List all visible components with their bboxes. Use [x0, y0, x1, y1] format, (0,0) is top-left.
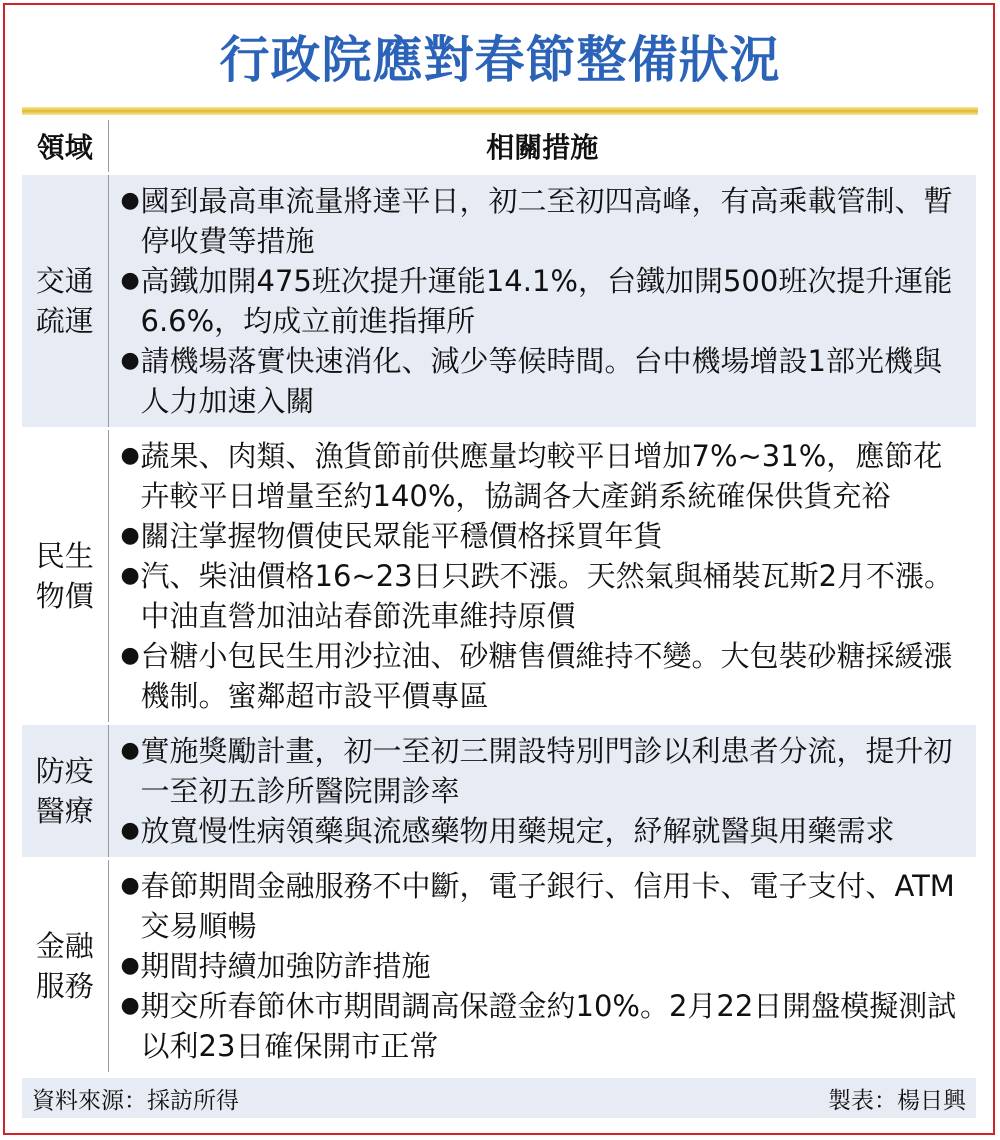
footer-bar: [22, 1078, 976, 1118]
category-text: 金融 服務: [35, 929, 94, 1003]
table-row-finance: [22, 859, 976, 1073]
item-text: 高鐵加開475班次提升運能14.1%，台鐵加開500班次提升運能6.6%，均成立前進指揮所: [140, 264, 953, 338]
header-measures: 相關措施: [108, 120, 976, 174]
list-item: [119, 636, 971, 716]
table-header-row: [22, 120, 976, 174]
table-row-transport: [22, 174, 976, 429]
list-item: [119, 341, 971, 421]
bullet-icon: ●: [120, 738, 140, 763]
table-row-prices: [22, 429, 976, 724]
bullet-icon: ●: [120, 443, 140, 468]
item-text: 蔬果、肉類、漁貨節前供應量均較平日增加7%~31%，應節花卉較平日增量至約140%，協調各大產銷系統確保供貨充裕: [140, 439, 943, 513]
bullet-icon: ●: [120, 563, 140, 588]
item-text: 台糖小包民生用沙拉油、砂糖售價維持不變。大包裝砂糖採緩漲機制。蜜鄰超市設平價專區: [140, 639, 953, 713]
item-text: 國到最高車流量將達平日，初二至初四高峰，有高乘載管制、暫停收費等措施: [140, 184, 953, 258]
source-note: 資料來源：採訪所得: [32, 1087, 239, 1114]
item-text: 期交所春節休市期間調高保證金約10%。2月22日開盤模擬測試以利23日確保開市正常: [140, 989, 957, 1063]
bullet-icon: ●: [120, 268, 140, 293]
list-item: [119, 986, 971, 1066]
item-text: 請機場落實快速消化、減少等候時間。台中機場增設1部光機與人力加速入關: [140, 344, 942, 418]
item-text: 期間持續加強防詐措施: [140, 949, 431, 983]
list-item: [119, 731, 971, 811]
bullet-icon: ●: [120, 348, 140, 373]
category-label: [22, 859, 108, 1073]
list-item: [119, 556, 971, 636]
bullet-icon: ●: [120, 188, 140, 213]
bullet-icon: ●: [120, 873, 140, 898]
item-text: 放寬慢性病領藥與流感藥物用藥規定，紓解就醫與用藥需求: [140, 814, 895, 848]
bullet-icon: ●: [120, 818, 140, 843]
table-row-medical: [22, 724, 976, 859]
bullet-icon: ●: [120, 643, 140, 668]
bullet-icon: ●: [120, 953, 140, 978]
category-label: [22, 724, 108, 859]
list-item: [119, 516, 971, 556]
list-item: [119, 181, 971, 261]
header-domain: 領域: [22, 120, 108, 174]
category-label: [22, 429, 108, 724]
category-text: 交通 疏運: [35, 264, 94, 338]
item-text: 關注掌握物價使民眾能平穩價格採買年貨: [140, 519, 663, 553]
category-text: 防疫 醫療: [35, 754, 94, 828]
measures-cell: [108, 174, 976, 429]
measures-cell: [108, 724, 976, 859]
measures-cell: [108, 429, 976, 724]
bullet-icon: ●: [120, 993, 140, 1018]
list-item: [119, 866, 971, 946]
page-title: 行政院應對春節整備狀況: [219, 31, 781, 89]
author-note: 製表：楊日興: [828, 1087, 966, 1114]
measures-cell: [108, 859, 976, 1073]
item-text: 春節期間金融服務不中斷，電子銀行、信用卡、電子支付、ATM交易順暢: [140, 869, 955, 943]
list-item: [119, 811, 971, 851]
list-item: [119, 261, 971, 341]
list-item: [119, 436, 971, 516]
category-text: 民生 物價: [35, 539, 94, 613]
bullet-icon: ●: [120, 523, 140, 548]
list-item: [119, 946, 971, 986]
item-text: 實施獎勵計畫，初一至初三開設特別門診以利患者分流，提升初一至初五診所醫院開診率: [140, 734, 953, 808]
title-divider: [22, 107, 978, 115]
category-label: [22, 174, 108, 429]
item-text: 汽、柴油價格16~23日只跌不漲。天然氣與桶裝瓦斯2月不漲。中油直營加油站春節洗車維持原價: [140, 559, 954, 633]
measures-table: [22, 120, 976, 1072]
